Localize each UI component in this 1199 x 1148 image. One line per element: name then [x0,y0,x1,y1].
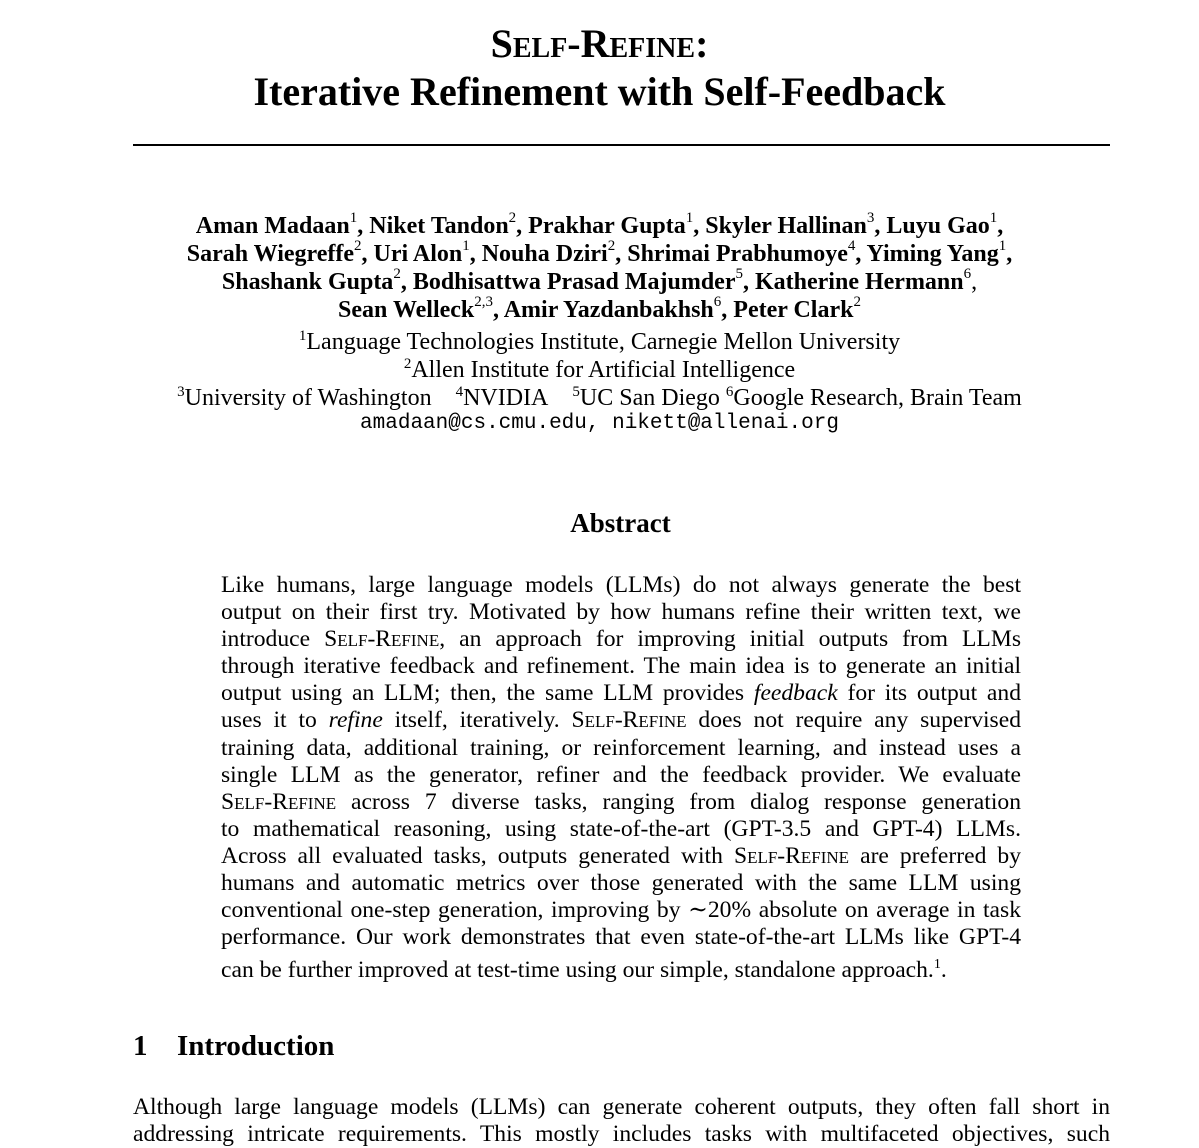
affiliation: Language Technologies Institute, Carnegie Mellon University [306,329,901,355]
footnote-marker[interactable]: 1 [933,957,941,973]
abstract-line: output using an LLM; then, the same LLM provides feedback for its output and [221,680,1021,707]
author-sup: 2 [853,294,861,310]
author-sup: 1 [349,210,358,226]
method-name: Self-Refine [324,626,440,653]
author: Katherine Hermann [754,269,964,295]
affiliation: UC San Diego [579,385,720,411]
author-list: Aman Madaan$^1$, Niket Tandon$^2$, Prakhar Gupta$^1$, Skyler Hallinan$^3$, Luyu Gao$^1$, Sarah Wiegreffe$^2$, Uri Alon$^1$, Nouha Dziri$^2$, Shrimai Prabhumoye$^4$, Yiming Yang$^1$, Shashank Gupta$^2$, Bodhisattwa Prasad Majumder$^5$, Katherine Hermann$^6$, Sean Welleck$^{2,3}$, Amir Yazdanbakhsh$^6$, Peter Clark$^2$ [186,210,1013,323]
author-sup: 2,3 [474,294,494,310]
method-name: Self-Refine [733,842,850,869]
affiliation-line-3: $^3$University of Washington $^4$NVIDIA $^5$UC San Diego $^6$Google Research, Brain Team [177,384,1022,411]
abstract-line: humans and automatic metrics over those generated with the same LLM using [221,870,1021,897]
author-sup: 5 [735,266,743,282]
author: Peter Clark [733,297,854,323]
author-sup: 2 [354,238,362,254]
method-name: Self-Refine [571,707,687,734]
author-sup: 1 [998,238,1007,254]
author-sup: 6 [963,266,972,282]
affiliation: University of Washington [184,385,432,411]
author-sup: 2 [607,238,616,254]
author-sup: 2 [393,266,401,282]
method-name: Self-Refine [221,788,337,815]
abstract-line: Like humans, large language models (LLMs) do not always generate the best [221,572,1021,598]
contact-email: amadaan@cs.cmu.edu, nikett@allenai.org [360,412,839,435]
author-sup: 4 [847,238,856,254]
section-number: 1 [133,1030,148,1062]
introduction-body [133,1094,1110,1148]
title-rule [133,144,1110,146]
author: Sarah Wiegreffe [186,241,355,267]
affiliation: NVIDIA [463,385,549,411]
abstract-body [221,572,1021,984]
author: Skyler Hallinan [705,213,867,239]
author: Luyu Gao [886,213,990,239]
author-sup: 1 [685,210,694,226]
author-sup: 3 [866,210,875,226]
author: Shashank Gupta [221,269,394,295]
author: Yiming Yang [866,241,999,267]
paper-title-line2: Iterative Refinement with Self-Feedback [253,69,946,114]
intro-line: Although large language models (LLMs) can generate coherent outputs, they often fall short in [133,1094,1110,1120]
affiliation: Google Research, Brain Team [733,385,1022,411]
section-title: Introduction [177,1030,335,1062]
author: Uri Alon [373,241,463,267]
section-heading-introduction [133,1030,334,1063]
abstract-line: to mathematical reasoning, using state-of-the-art (GPT-3.5 and GPT-4) LLMs. [221,815,1021,842]
author: Prakhar Gupta [528,213,686,239]
affiliation: Allen Institute for Artificial Intelligence [411,357,796,383]
author: Shrimai Prabhumoye [627,241,848,267]
author-sup: 2 [508,210,517,226]
abstract-line: conventional one-step generation, improving by ∼20% absolute on average in task [221,897,1021,924]
author: Niket Tandon [369,213,509,239]
abstract-line: output on their first try. Motivated by how humans refine their written text, we [221,599,1021,626]
affiliation-line-1: $^1$Language Technologies Institute, Carnegie Mellon University [298,328,901,355]
paper-title-line1: Self-Refine: [490,21,709,66]
abstract-line: can be further improved at test-time using our simple, standalone approach.$^1$. [221,957,947,984]
affiliation-line-2: $^2$Allen Institute for Artificial Intelligence [403,356,796,383]
abstract-line: Across all evaluated tasks, outputs generated with Self-Refine are preferred by [221,842,1021,869]
author: Amir Yazdanbakhsh [503,297,714,323]
author: Aman Madaan [195,213,350,239]
abstract-line: Self-Refine across 7 diverse tasks, ranging from dialog response generation [221,788,1021,815]
author-sup: 6 [713,294,722,310]
intro-line: addressing intricate requirements. This mostly includes tasks with multifaceted objectives, such [133,1121,1110,1148]
abstract-line: single LLM as the generator, refiner and the feedback provider. We evaluate [221,761,1021,788]
abstract-line: introduce Self-Refine, an approach for improving initial outputs from LLMs [221,626,1021,653]
abstract-heading: Abstract [570,508,671,538]
abstract-line: training data, additional training, or reinforcement learning, and instead uses a [221,734,1021,761]
author-sup: 1 [989,210,998,226]
author-sup: 1 [462,238,470,254]
abstract-line: uses it to refine itself, iteratively. Self-Refine does not require any supervised [221,707,1022,734]
author: Nouha Dziri [481,241,608,267]
abstract-line: through iterative feedback and refinement. The main idea is to generate an initial [221,653,1021,680]
author: Sean Welleck [338,297,475,323]
author: Bodhisattwa Prasad Majumder [412,269,736,295]
abstract-line: performance. Our work demonstrates that even state-of-the-art LLMs like GPT-4 [221,924,1021,951]
